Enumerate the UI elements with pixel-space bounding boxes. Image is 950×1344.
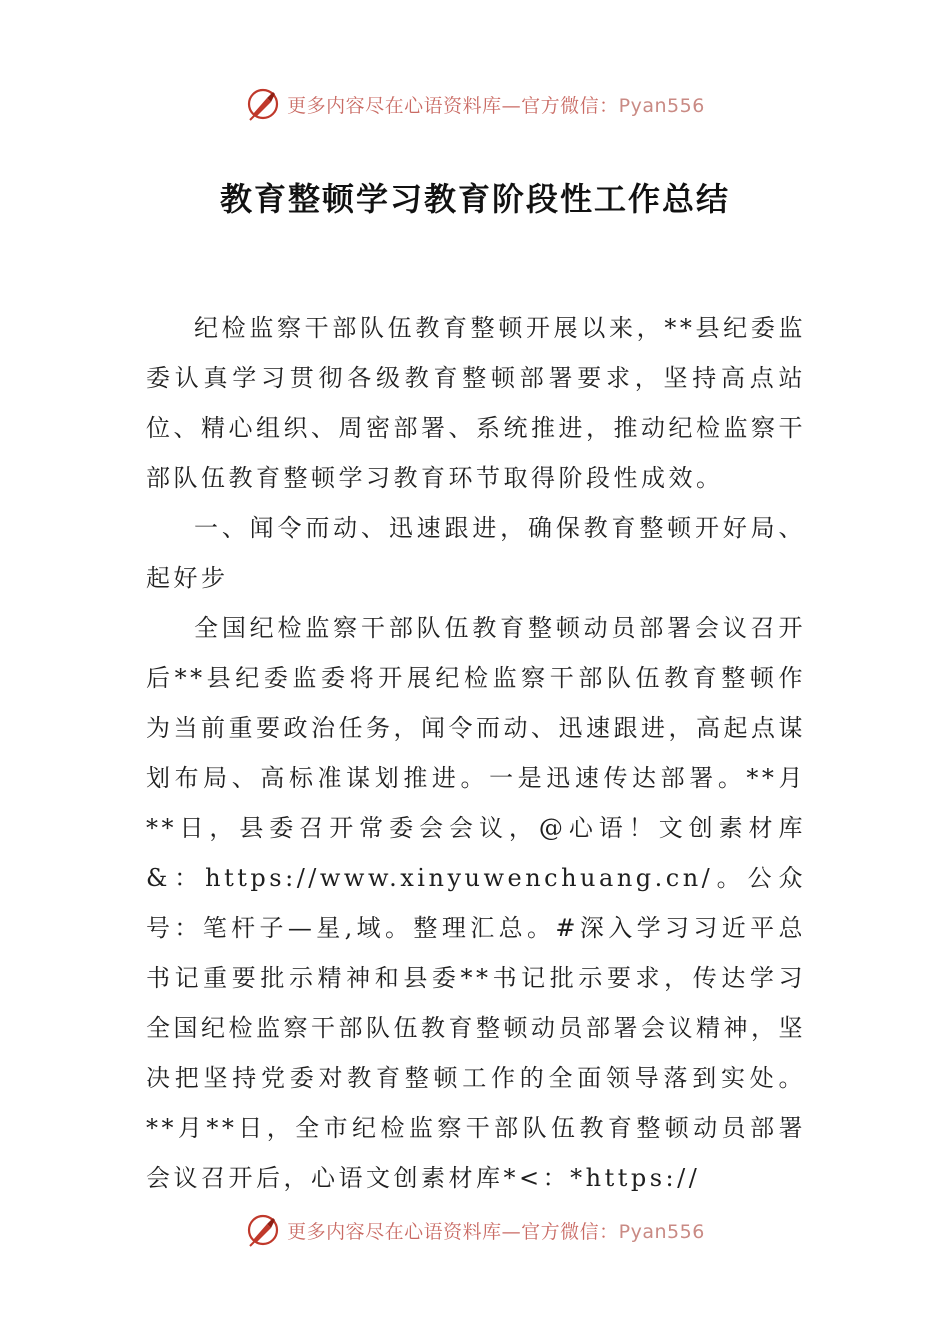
pen-nib-circle-logo-icon xyxy=(245,86,281,122)
paragraph-intro: 纪检监察干部队伍教育整顿开展以来，**县纪委监委认真学习贯彻各级教育整顿部署要求，坚持高点站位、精心组织、周密部署、系统推进，推动纪检监察干部队伍教育整顿学习教育环节取得阶段性成效。 xyxy=(146,314,806,492)
footer-watermark xyxy=(0,1208,950,1252)
document-body xyxy=(146,303,806,1203)
wechat-id: Pyan556 xyxy=(618,94,705,117)
watermark-text: 更多内容尽在心语资料库—官方微信：Pyan556 xyxy=(287,1220,705,1243)
paragraph-section-1: 全国纪检监察干部队伍教育整顿动员部署会议召开后**县纪委监委将开展纪检监察干部队伍教育整顿作为当前重要政治任务，闻令而动、迅速跟进，高起点谋划布局、高标准谋划推进。一是迅速传达部署。**月**日，县委召开常委会会议，@心语！文创素材库&：https://www.xinyuwenchuang.cn/。公众号：笔杆子—星,域。整理汇总。#深入学习习近平总书记重要批示精神和县委**书记批示要求，传达学习全国纪检监察干部队伍教育整顿动员部署会议精神，坚决把坚持党委对教育整顿工作的全面领导落到实处。**月**日，全市纪检监察干部队伍教育整顿动员部署会议召开后，心语文创素材库*<：*https:// xyxy=(146,614,806,1192)
pen-nib-circle-logo-icon xyxy=(245,1212,281,1248)
wechat-id: Pyan556 xyxy=(618,1220,705,1243)
header-watermark xyxy=(0,82,950,126)
section-heading-1: 一、闻令而动、迅速跟进，确保教育整顿开好局、起好步 xyxy=(146,514,806,592)
document-title: 教育整顿学习教育阶段性工作总结 xyxy=(219,180,730,218)
watermark-text: 更多内容尽在心语资料库—官方微信：Pyan556 xyxy=(287,94,705,117)
